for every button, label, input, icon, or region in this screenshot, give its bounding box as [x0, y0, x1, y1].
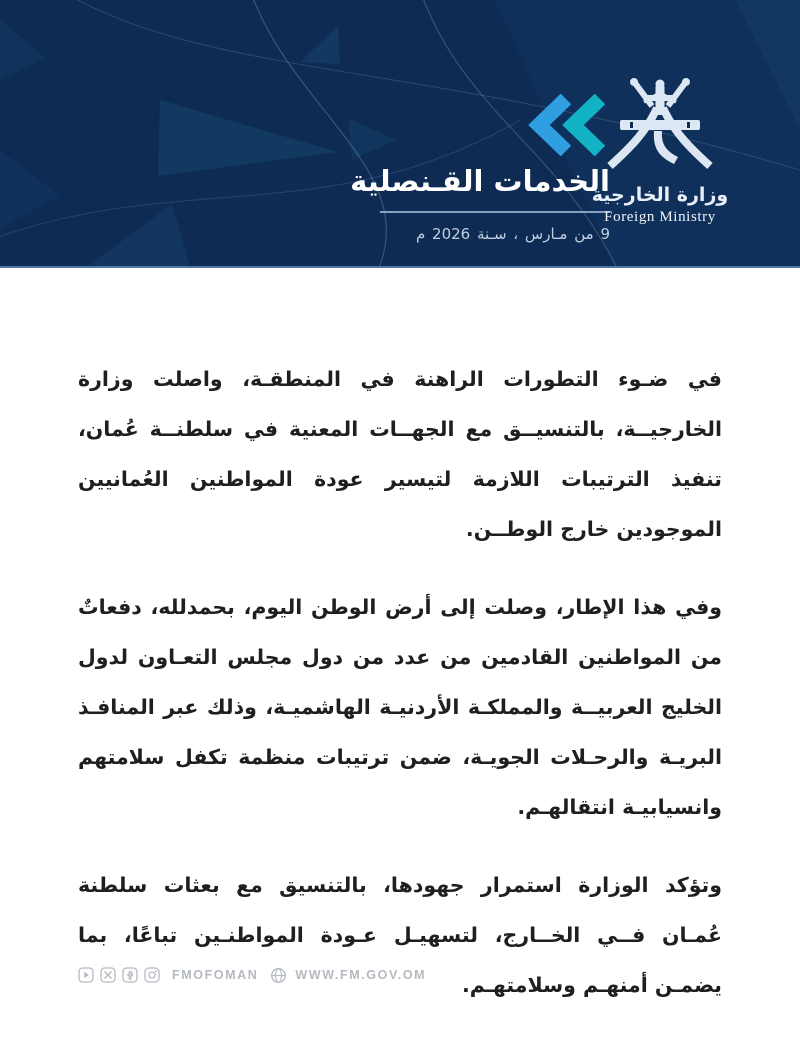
social-handle[interactable]: FMOFOMAN [172, 968, 259, 982]
statement-body [78, 266, 722, 1038]
statement-paragraph-1: في ضـوء التطورات الراهنة في المنطقـة، واصلت وزارة الخارجيــة، بالتنسيــق مع الجهــات المعنية في سلطنــة عُمان، تنفيذ الترتيبات اللازمة لتيسير عودة المواطنين العُمانيين الموجودين خارج الوطــن. [78, 367, 722, 541]
statement-paragraph-3: وتؤكد الوزارة استمرار جهودها، بالتنسيق مع بعثات سلطنة عُمـان فــي الخــارج، لتسهيـل عـودة المواطنـين تباعًا، بما يضمـن أمنهـم وسلامتهـم. [78, 873, 722, 997]
footer-social-bar [78, 962, 432, 988]
facebook-icon[interactable] [122, 967, 138, 983]
globe-icon [270, 967, 287, 984]
date-label: 9 من مـارس ، سـنة 2026 م [415, 224, 610, 243]
page-title: الخدمات القـنصلية [350, 164, 610, 198]
youtube-icon[interactable] [78, 967, 94, 983]
ministry-name-arabic: وزارة الخارجية [591, 184, 729, 206]
instagram-icon[interactable] [144, 967, 160, 983]
x-twitter-icon[interactable] [100, 967, 116, 983]
oman-national-emblem-icon [597, 76, 723, 180]
header-banner [0, 0, 800, 268]
website-url[interactable]: WWW.FM.GOV.OM [295, 968, 427, 982]
ministry-emblem-block [572, 76, 748, 226]
statement-paragraph-2: وفي هذا الإطار، وصلت إلى أرض الوطن اليوم، بحمدلله، دفعاتٌ من المواطنين القادمين من عدد من دول مجلس التعـاون لدول الخليج العربيــة والمملكـة الأردنيـة الهاشميـة، وذلك عبر المنافـذ البريـة والرحـلات الجويـة، ضمن ترتيبات منظمة تكفل سلامتهم وانسيابيـة انتقالهـم. [78, 595, 722, 819]
ministry-name-english: Foreign Ministry [604, 209, 716, 225]
